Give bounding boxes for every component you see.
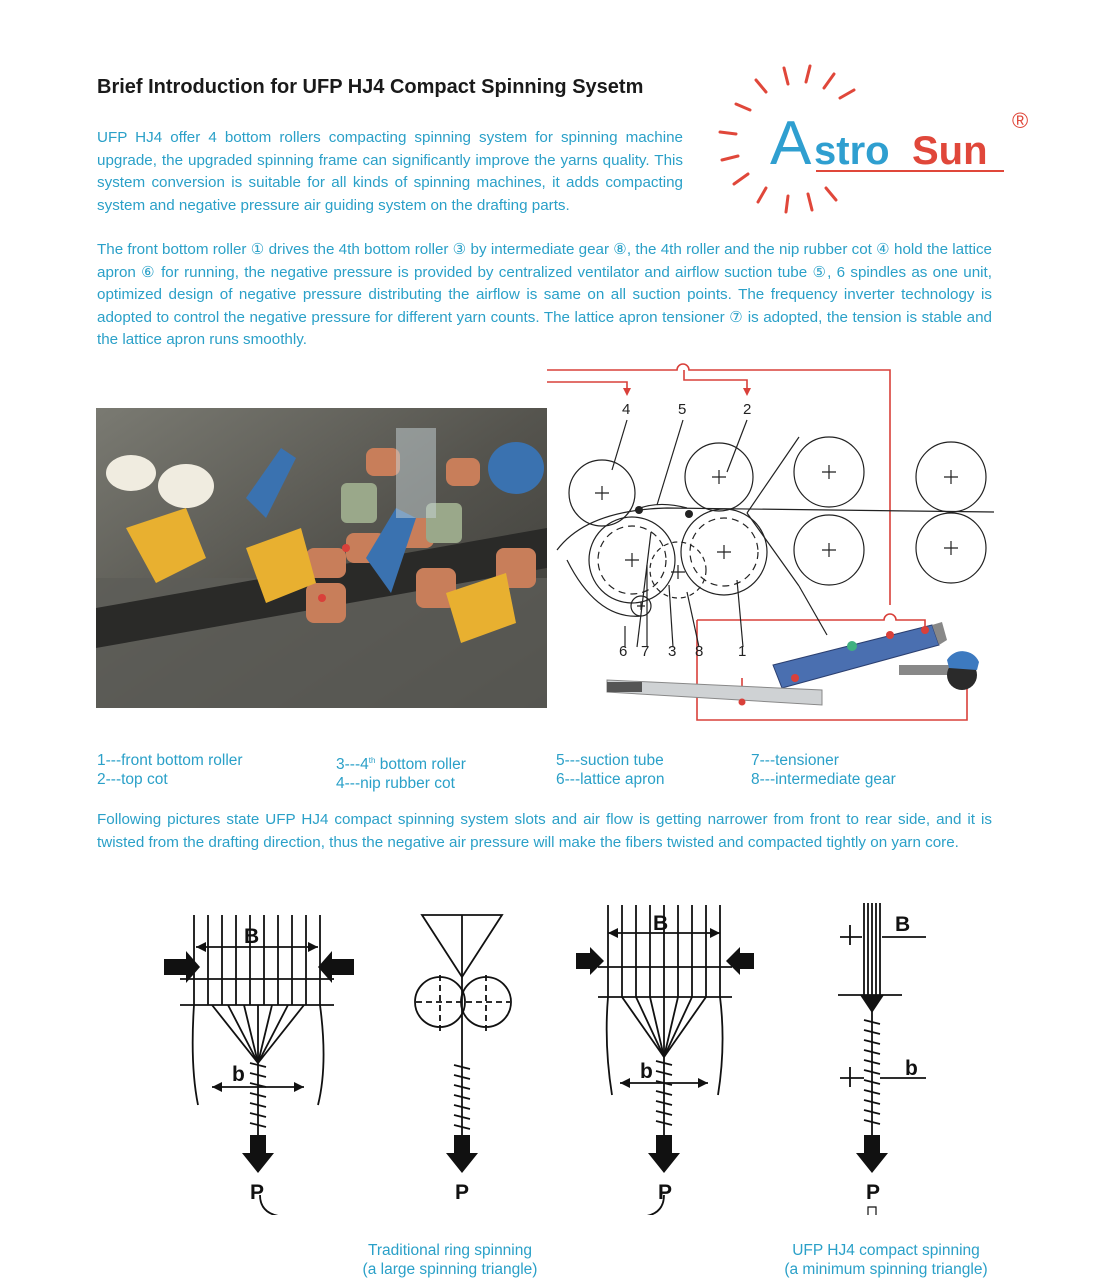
compact-triangle-diagram-4 [838, 903, 926, 1135]
astrosun-logo [712, 60, 1042, 220]
label-P-4: P [866, 1181, 881, 1204]
machine-photo [96, 408, 547, 708]
legend-col-2 [336, 751, 466, 793]
logo-text-stro: stro [814, 129, 890, 173]
intro-paragraph-1: UFP HJ4 offer 4 bottom rollers compacting spinning system for spinning machine upgrade, the upgraded spinning frame can significantly improve the yarns quality. This system conversion is suitable for all kinds of spinning machines, it adds compacting system and negative pressure air guiding system on the drafting parts. [97, 129, 683, 214]
spinning-triangle-diagrams [150, 895, 950, 1215]
label-P-3: P [658, 1181, 673, 1204]
legend-item-7: 7---tensioner [751, 752, 839, 769]
label-b-4: b [905, 1057, 918, 1080]
intro-paragraph-2: The front bottom roller ① drives the 4th bottom roller ③ by intermediate gear ⑧, the 4th roller and the nip rubber cot ④ hold the lattice apron ⑥ for running, the negative pressure is provided by centralized ventilator and airflow suction tube ⑤, 6 spindles as one unit, optimized design of negative pressure distributing the airflow is same on all suction points. The frequency inverter technology is adopted to control the negative pressure for different yarn counts. The lattice apron tensioner ⑦ is adopted, the tension is stable and the lattice apron runs smoothly. [97, 241, 992, 349]
legend-col-4 [751, 751, 896, 789]
legend-item-6: 6---lattice apron [556, 771, 665, 788]
label-P-1: P [250, 1181, 265, 1204]
label-B-3: B [653, 912, 669, 935]
legend-item-1: 1---front bottom roller [97, 752, 243, 769]
label-B-1: B [244, 925, 260, 948]
legend-col-1 [97, 751, 243, 789]
traditional-triangle-diagram-3 [598, 905, 732, 1135]
tensioner-illustration [899, 651, 979, 690]
legend-item-5: 5---suction tube [556, 752, 664, 769]
legend-item-4: 4---nip rubber cot [336, 775, 455, 793]
legend-col-3 [556, 751, 665, 789]
label-4: 4 [622, 401, 631, 418]
legend-item-3: 3---4th bottom roller [336, 756, 466, 774]
label-2: 2 [743, 401, 752, 418]
label-B-4: B [895, 913, 911, 936]
label-3: 3 [668, 643, 677, 660]
legend-item-8: 8---intermediate gear [751, 771, 896, 788]
label-6: 6 [619, 643, 628, 660]
arrows [164, 928, 888, 1173]
suction-tube-illustration [773, 622, 947, 688]
label-1: 1 [738, 643, 747, 660]
label-8: 8 [695, 643, 704, 660]
roller-centers [595, 465, 958, 610]
compact-spinning-diagram [547, 360, 997, 725]
label-P-2: P [455, 1181, 470, 1204]
description-paragraph: Following pictures state UFP HJ4 compact spinning system slots and air flow is getting narrower from front to rear side, and it is twisted from the drafting direction, thus the negative air pressure will make the fibers twisted and compacted tightly on yarn core. [97, 811, 992, 851]
ring-rollers-diagram-2 [415, 915, 511, 1135]
page-title: Brief Introduction for UFP HJ4 Compact Spinning Sysetm [97, 76, 644, 98]
logo-text-sun: Sun [912, 129, 988, 173]
logo-letter-a: A [770, 109, 812, 178]
label-b-1: b [232, 1063, 245, 1086]
label-b-3: b [640, 1060, 653, 1083]
label-7: 7 [641, 643, 650, 660]
caption-traditional: Traditional ring spinning (a large spinning triangle) [362, 1242, 538, 1278]
label-5: 5 [678, 401, 687, 418]
registered-mark: ® [1012, 108, 1029, 133]
legend-item-2: 2---top cot [97, 771, 168, 788]
hollow-arrow-icon [862, 1207, 882, 1215]
caption-compact: UFP HJ4 compact spinning (a minimum spinning triangle) [784, 1242, 988, 1278]
